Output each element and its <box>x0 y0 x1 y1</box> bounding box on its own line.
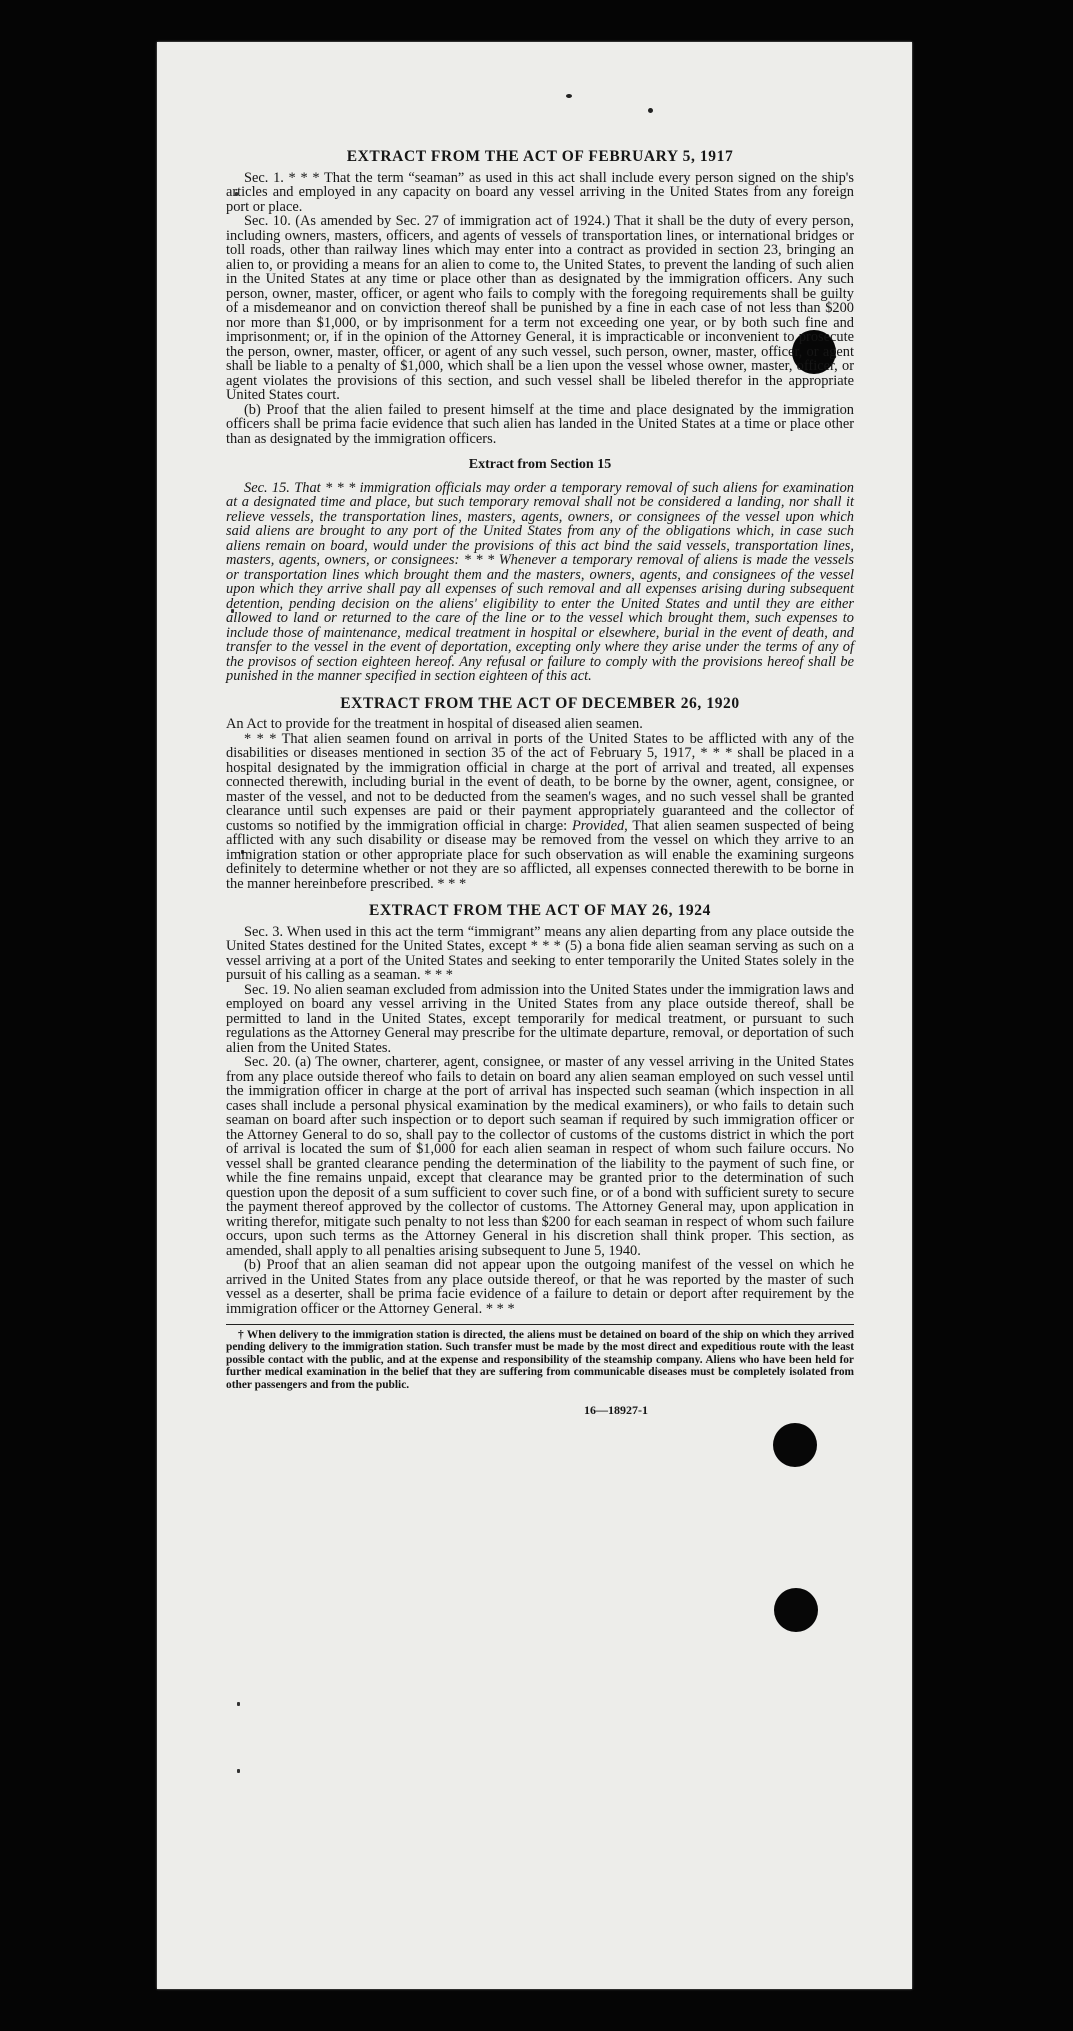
punched-hole-middle <box>773 1423 817 1467</box>
margin-mark <box>237 1769 240 1773</box>
heading-act-1920: EXTRACT FROM THE ACT OF DECEMBER 26, 1920 <box>340 694 740 712</box>
document-body <box>226 150 854 1418</box>
paragraph-sec-10-b: (b) Proof that the alien failed to present himself at the time and place designated by the immigration officers shall be prima facie evidence that such alien has landed in the United States at a time or place other than as designated by the immigration officers. <box>226 401 854 447</box>
margin-mark <box>237 1702 240 1706</box>
paragraph-sec-10: Sec. 10. (As amended by Sec. 27 of immigration act of 1924.) That it shall be the duty of every person, including owners, masters, officers, and agents of vessels of transportation lines, or international bridges or toll roads, other than railway lines which may enter into a contract as provided in section 23, bringing an alien to, or providing a means for an alien to come to, the United States, to prevent the landing of such alien in the United States at any time or place other than as designated by the immigration officers. Any such person, owner, master, officer, or agent who fails to comply with the foregoing requirements shall be guilty of a misdemeanor and on conviction thereof shall be punished by a fine in each case of not less than $200 nor more than $1,000, or by imprisonment for a term not exceeding one year, or by both such fine and imprisonment; or, if in the opinion of the Attorney General, it is impracticable or inconvenient to prosecute the person, owner, master, officer, or agent of any such vessel, such person, owner, master, officer, or agent shall be liable to a penalty of $1,000, which shall be a lien upon the vessel whose owner, master, officer, or agent violates the provisions of this section, and such vessel shall be libeled therefor in the appropriate United States court. <box>226 213 854 403</box>
proviso-word: Provided, <box>571 817 628 834</box>
ink-speck <box>648 108 653 113</box>
heading-act-1924: EXTRACT FROM THE ACT OF MAY 26, 1924 <box>369 902 711 919</box>
act-1920-text-after-proviso: That alien seamen suspected of being afflicted with any such disability or disease may be removed from the vessel on which they arrive to an immigration station or other appropriate place for such observation as will enable the examining surgeons definitely to determine whether or not they are so afflicted, all expenses connected therewith to be borne in the manner hereinbefore prescribed. * * * <box>226 817 854 892</box>
paragraph-sec-1: Sec. 1. * * * That the term “seaman” as used in this act shall include every person signed on the ship's articles and employed in any capacity on board any vessel arriving in the United States from any foreign port or place. <box>226 169 854 215</box>
paragraph-sec-3: Sec. 3. When used in this act the term “immigrant” means any alien departing from any place outside the United States destined for the United States, except * * * (5) a bona fide alien seaman serving as such on a vessel arriving at a port of the United States and seeking to enter temporarily the United States solely in the pursuit of his calling as a seaman. * * * <box>226 923 854 983</box>
heading-section-15: Extract from Section 15 <box>468 457 612 472</box>
paragraph-sec-20-b: (b) Proof that an alien seaman did not appear upon the outgoing manifest of the vessel on which he arrived in the United States from any place outside thereof, or that he was reported by the master of such vessel as a deserter, shall be prima facie evidence of a failure to detain or deport after requirement by the immigration officer or the Attorney General. * * * <box>226 1257 854 1317</box>
paragraph-act-1920-body <box>226 732 854 892</box>
paragraph-sec-15: Sec. 15. That * * * immigration officials may order a temporary removal of such aliens for examination at a designated time and place, but such temporary removal shall not be considered a landing, nor shall it relieve vessels, the transportation lines, masters, agents, owners, or consignees of the vessel upon which said aliens are brought to any port of the United States from any of the obligations which, in case such aliens remain on board, would under the provisions of this act bind the said vessels, transportation lines, masters, agents, owners, or consignees: * * * Whenever a temporary removal of aliens is made the vessels or transportation lines which brought them and the masters, owners, agents, and consignees of the vessel upon which they arrive shall pay all expenses of such removal and all expenses arising during subsequent detention, pending decision on the aliens' eligibility to enter the United States and until they are either allowed to land or returned to the care of the line or to the vessel which brought them, such expenses to include those of maintenance, medical treatment in hospital or elsewhere, burial in the event of death, and transfer to the vessel in the event of deportation, excepting only where they arise under the terms of any of the provisos of section eighteen hereof. Any refusal or failure to comply with the provisions hereof shall be punished in the manner specified in section eighteen of this act. <box>226 479 854 684</box>
paragraph-sec-19: Sec. 19. No alien seaman excluded from admission into the United States under the immigration laws and employed on board any vessel arriving in the United States from any place outside thereof, shall be permitted to land in the United States, except temporarily for medical treatment, or pursuant to such regulations as the Attorney General may prescribe for the ultimate departure, removal, or deportation of such alien from the United States. <box>226 981 854 1056</box>
punched-hole-bottom <box>774 1588 818 1632</box>
document-page <box>157 42 912 1989</box>
paragraph-act-1920-title: An Act to provide for the treatment in hospital of diseased alien seamen. <box>226 716 643 732</box>
paragraph-sec-20-a: Sec. 20. (a) The owner, charterer, agent, consignee, or master of any vessel arriving in the United States from any place outside thereof who fails to detain on board any alien seaman employed on such vessel until the immigration officer in charge at the port of arrival has inspected such seaman (which inspection in all cases shall include a personal physical examination by the medical examiners), or who fails to detain such seaman on board after such inspection or to deport such seaman if required by such immigration officer or the Attorney General to do so, shall pay to the collector of customs of the customs district in which the port of arrival is located the sum of $1,000 for each alien seaman in respect of whom such failure occurs. No vessel shall be granted clearance pending the determination of the liability to the payment of such fine, or while the fine remains unpaid, except that clearance may be granted prior to the determination of such question upon the deposit of a sum sufficient to cover such fine, or of a bond with sufficient surety to secure the payment thereof approved by the collector of customs. The Attorney General may, upon application in writing therefor, mitigate such penalty to not less than $200 for each seaman in respect of whom such failure occurs, upon such terms as the Attorney General in his discretion shall think proper. This section, as amended, shall apply to all penalties arising subsequent to June 5, 1940. <box>226 1054 854 1259</box>
ink-speck <box>566 94 572 98</box>
act-1920-text-before-proviso: * * * That alien seamen found on arrival in ports of the United States to be afflicted with any of the disabilities or diseases mentioned in section 35 of the act of February 5, 1917, * * * shall be placed in a hospital designated by the immigration official in charge at the port of arrival and treated, all expenses connected therewith, including burial in the event of death, to be borne by the owner, agent, consignee, or master of the vessel, and not to be deducted from the seamen's wages, and no such vessel shall be granted clearance until such expenses are paid or their payment appropriately guaranteed and the collector of customs so notified by the immigration official in charge: <box>226 730 854 834</box>
form-number: 16—18927-1 <box>584 1403 648 1418</box>
heading-act-1917: EXTRACT FROM THE ACT OF FEBRUARY 5, 1917 <box>346 148 734 165</box>
footnote: † When delivery to the immigration station is directed, the aliens must be detained on board of the ship on which they arrived pending delivery to the immigration station. Such transfer must be made by the most direct and expeditious route with the least possible contact with the public, and at the expense and responsibility of the steamship company. Aliens who have been held for further medical examination in the belief that they are suffering from communicable diseases must be completely isolated from other passengers and from the public. <box>226 1324 854 1391</box>
